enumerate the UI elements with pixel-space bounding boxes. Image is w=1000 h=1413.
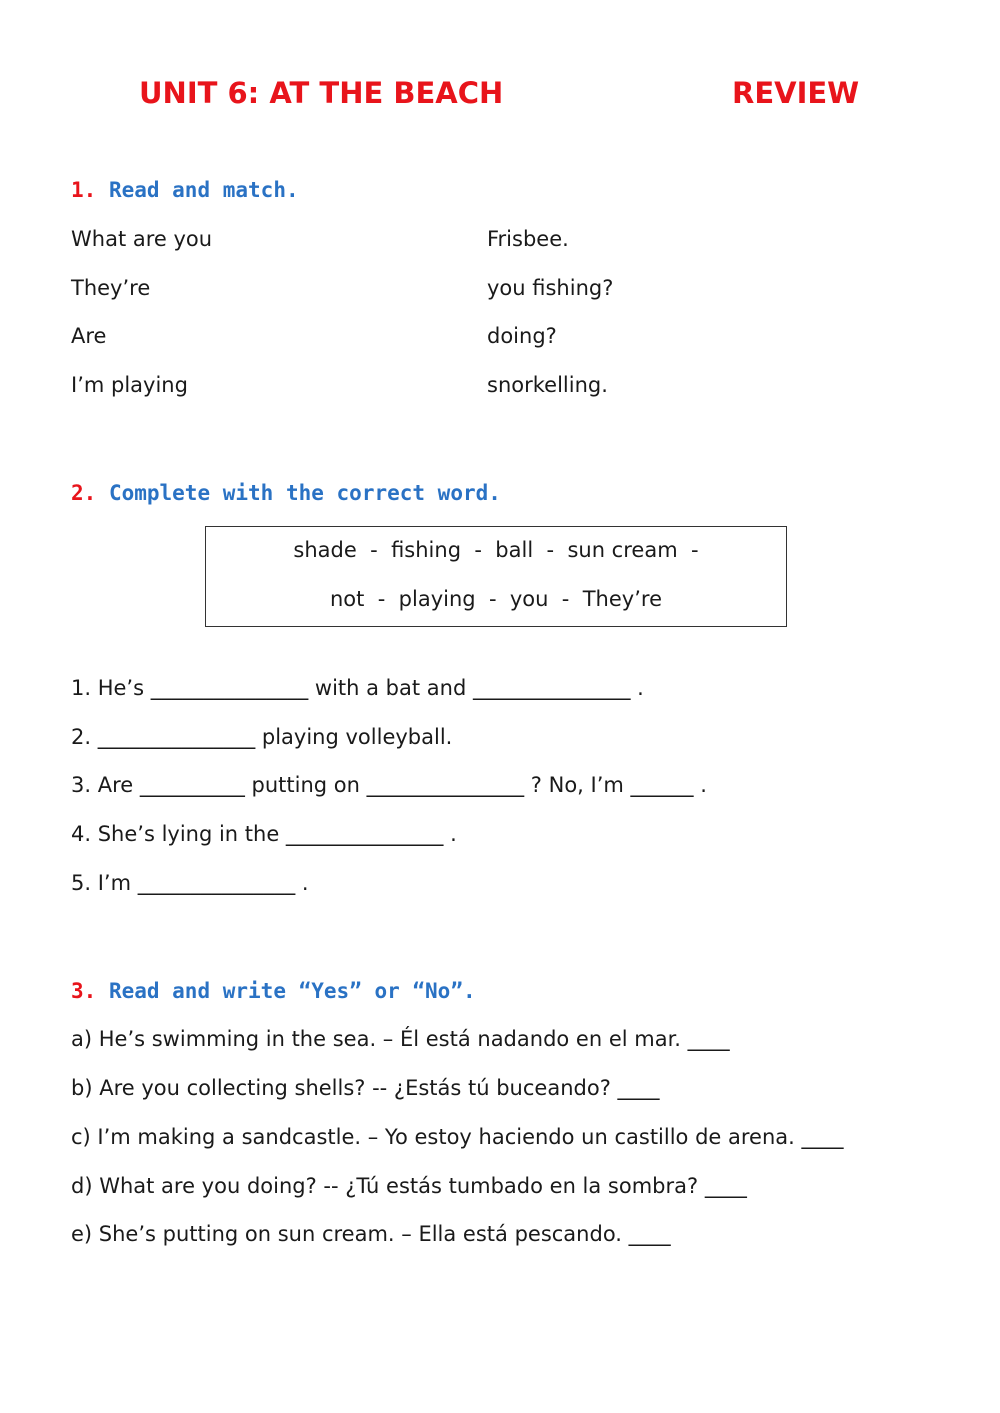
word-box-row-1: shade - fishing - ball - sun cream - [293,538,699,562]
yes-no-item-a: a) He’s swimming in the sea. – Él está nadando en el mar. ____ [71,1027,730,1051]
section-1-number: 1. [71,178,97,202]
review-label: REVIEW [732,76,860,110]
yes-no-item-c: c) I’m making a sandcastle. – Yo estoy haciendo un castillo de arena. ____ [71,1125,844,1149]
section-2-number: 2. [71,481,97,505]
sentence-4: 4. She’s lying in the _______________ . [71,822,457,846]
sentence-5: 5. I’m _______________ . [71,871,309,895]
yes-no-item-b: b) Are you collecting shells? -- ¿Estás tú buceando? ____ [71,1076,660,1100]
match-right-4: snorkelling. [487,373,608,397]
sentence-2: 2. _______________ playing volleyball. [71,725,453,749]
worksheet-title: UNIT 6: AT THE BEACH [139,76,504,110]
section-2-instruction: Complete with the correct word. [108,481,501,505]
match-left-4: I’m playing [71,373,188,397]
word-box-row-2: not - playing - you - They’re [329,587,662,611]
section-3-heading [71,979,476,1003]
sentence-3: 3. Are __________ putting on _______________ ? No, I’m ______ . [71,773,707,797]
match-left-2: They’re [71,276,151,300]
section-1-heading [71,178,299,202]
section-3-number: 3. [71,979,97,1003]
yes-no-item-e: e) She’s putting on sun cream. – Ella está pescando. ____ [71,1222,671,1246]
word-box [205,526,787,627]
match-right-1: Frisbee. [487,227,569,251]
match-left-1: What are you [71,227,213,251]
yes-no-item-d: d) What are you doing? -- ¿Tú estás tumbado en la sombra? ____ [71,1174,747,1198]
match-right-3: doing? [487,324,557,348]
section-3-instruction: Read and write “Yes” or “No”. [108,979,476,1003]
sentence-1: 1. He’s _______________ with a bat and _______________ . [71,676,644,700]
section-2-heading [71,481,501,505]
match-right-2: you fishing? [487,276,614,300]
match-left-3: Are [71,324,107,348]
section-1-instruction: Read and match. [108,178,299,202]
